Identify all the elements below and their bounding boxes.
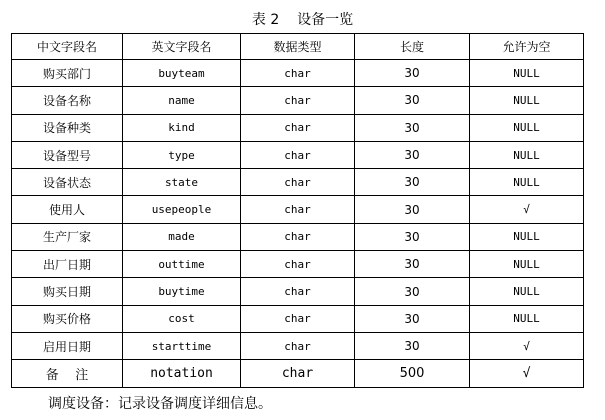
table-row bbox=[12, 251, 584, 278]
cell-length: 30 bbox=[355, 305, 470, 332]
table-row bbox=[12, 169, 584, 196]
cell-cn-field-name: 生产厂家 bbox=[12, 223, 123, 250]
cell-length: 30 bbox=[355, 60, 470, 87]
header-en-field-name: 英文字段名 bbox=[123, 34, 241, 60]
cell-en-field-name: outtime bbox=[123, 251, 241, 278]
cell-data-type: char bbox=[241, 141, 355, 168]
cell-cn-field-name: 设备种类 bbox=[12, 114, 123, 141]
cell-data-type: char bbox=[241, 196, 355, 223]
cell-nullable: NULL bbox=[470, 87, 584, 114]
cell-length: 30 bbox=[355, 332, 470, 359]
cell-data-type: char bbox=[241, 223, 355, 250]
cell-data-type: char bbox=[241, 87, 355, 114]
table-row bbox=[12, 114, 584, 141]
table-row bbox=[12, 305, 584, 332]
cell-nullable: √ bbox=[470, 360, 584, 387]
header-cn-field-name: 中文字段名 bbox=[12, 34, 123, 60]
cell-cn-field-name: 设备名称 bbox=[12, 87, 123, 114]
table-row bbox=[12, 278, 584, 305]
cell-cn-field-name: 购买部门 bbox=[12, 60, 123, 87]
cell-en-field-name: kind bbox=[123, 114, 241, 141]
cell-en-field-name: type bbox=[123, 141, 241, 168]
header-length: 长度 bbox=[355, 34, 470, 60]
cell-cn-field-name: 启用日期 bbox=[12, 332, 123, 359]
cell-nullable: NULL bbox=[470, 278, 584, 305]
table-row bbox=[12, 87, 584, 114]
cell-en-field-name: buyteam bbox=[123, 60, 241, 87]
cell-length: 30 bbox=[355, 251, 470, 278]
cell-en-field-name: usepeople bbox=[123, 196, 241, 223]
cell-nullable: NULL bbox=[470, 141, 584, 168]
cell-length: 30 bbox=[355, 87, 470, 114]
cell-length: 30 bbox=[355, 114, 470, 141]
cell-en-field-name: buytime bbox=[123, 278, 241, 305]
cell-nullable: NULL bbox=[470, 60, 584, 87]
table-row bbox=[12, 360, 584, 387]
cell-nullable: NULL bbox=[470, 223, 584, 250]
cell-en-field-name: state bbox=[123, 169, 241, 196]
table-row bbox=[12, 60, 584, 87]
cell-nullable: NULL bbox=[470, 114, 584, 141]
cell-nullable: NULL bbox=[470, 251, 584, 278]
cell-nullable: NULL bbox=[470, 169, 584, 196]
cell-en-field-name: starttime bbox=[123, 332, 241, 359]
header-nullable: 允许为空 bbox=[470, 34, 584, 60]
cell-cn-field-name: 出厂日期 bbox=[12, 251, 123, 278]
cell-cn-field-name: 使用人 bbox=[12, 196, 123, 223]
cell-data-type: char bbox=[241, 332, 355, 359]
cell-en-field-name: notation bbox=[123, 360, 241, 387]
cell-cn-field-name: 备 注 bbox=[12, 360, 123, 387]
cell-data-type: char bbox=[241, 251, 355, 278]
cell-en-field-name: cost bbox=[123, 305, 241, 332]
table-row bbox=[12, 332, 584, 359]
cell-nullable: √ bbox=[470, 196, 584, 223]
cell-data-type: char bbox=[241, 305, 355, 332]
cell-en-field-name: name bbox=[123, 87, 241, 114]
equipment-field-table bbox=[11, 33, 584, 388]
cell-length: 30 bbox=[355, 196, 470, 223]
cell-length: 30 bbox=[355, 278, 470, 305]
cell-data-type: char bbox=[241, 114, 355, 141]
table-row bbox=[12, 223, 584, 250]
cell-cn-field-name: 设备状态 bbox=[12, 169, 123, 196]
cell-length: 30 bbox=[355, 169, 470, 196]
cell-cn-field-name: 设备型号 bbox=[12, 141, 123, 168]
cell-cn-field-name: 购买价格 bbox=[12, 305, 123, 332]
cell-length: 30 bbox=[355, 223, 470, 250]
table-row bbox=[12, 141, 584, 168]
table-header-row bbox=[12, 34, 584, 60]
table-row bbox=[12, 196, 584, 223]
cell-length: 500 bbox=[355, 360, 470, 387]
cell-nullable: √ bbox=[470, 332, 584, 359]
cell-data-type: char bbox=[241, 60, 355, 87]
table-note: 调度设备：记录设备调度详细信息。 bbox=[48, 396, 272, 412]
table-caption: 表 2 设备一览 bbox=[251, 12, 354, 28]
cell-nullable: NULL bbox=[470, 305, 584, 332]
cell-cn-field-name: 购买日期 bbox=[12, 278, 123, 305]
cell-length: 30 bbox=[355, 141, 470, 168]
header-data-type: 数据类型 bbox=[241, 34, 355, 60]
cell-data-type: char bbox=[241, 278, 355, 305]
cell-data-type: char bbox=[241, 169, 355, 196]
cell-data-type: char bbox=[241, 360, 355, 387]
cell-en-field-name: made bbox=[123, 223, 241, 250]
